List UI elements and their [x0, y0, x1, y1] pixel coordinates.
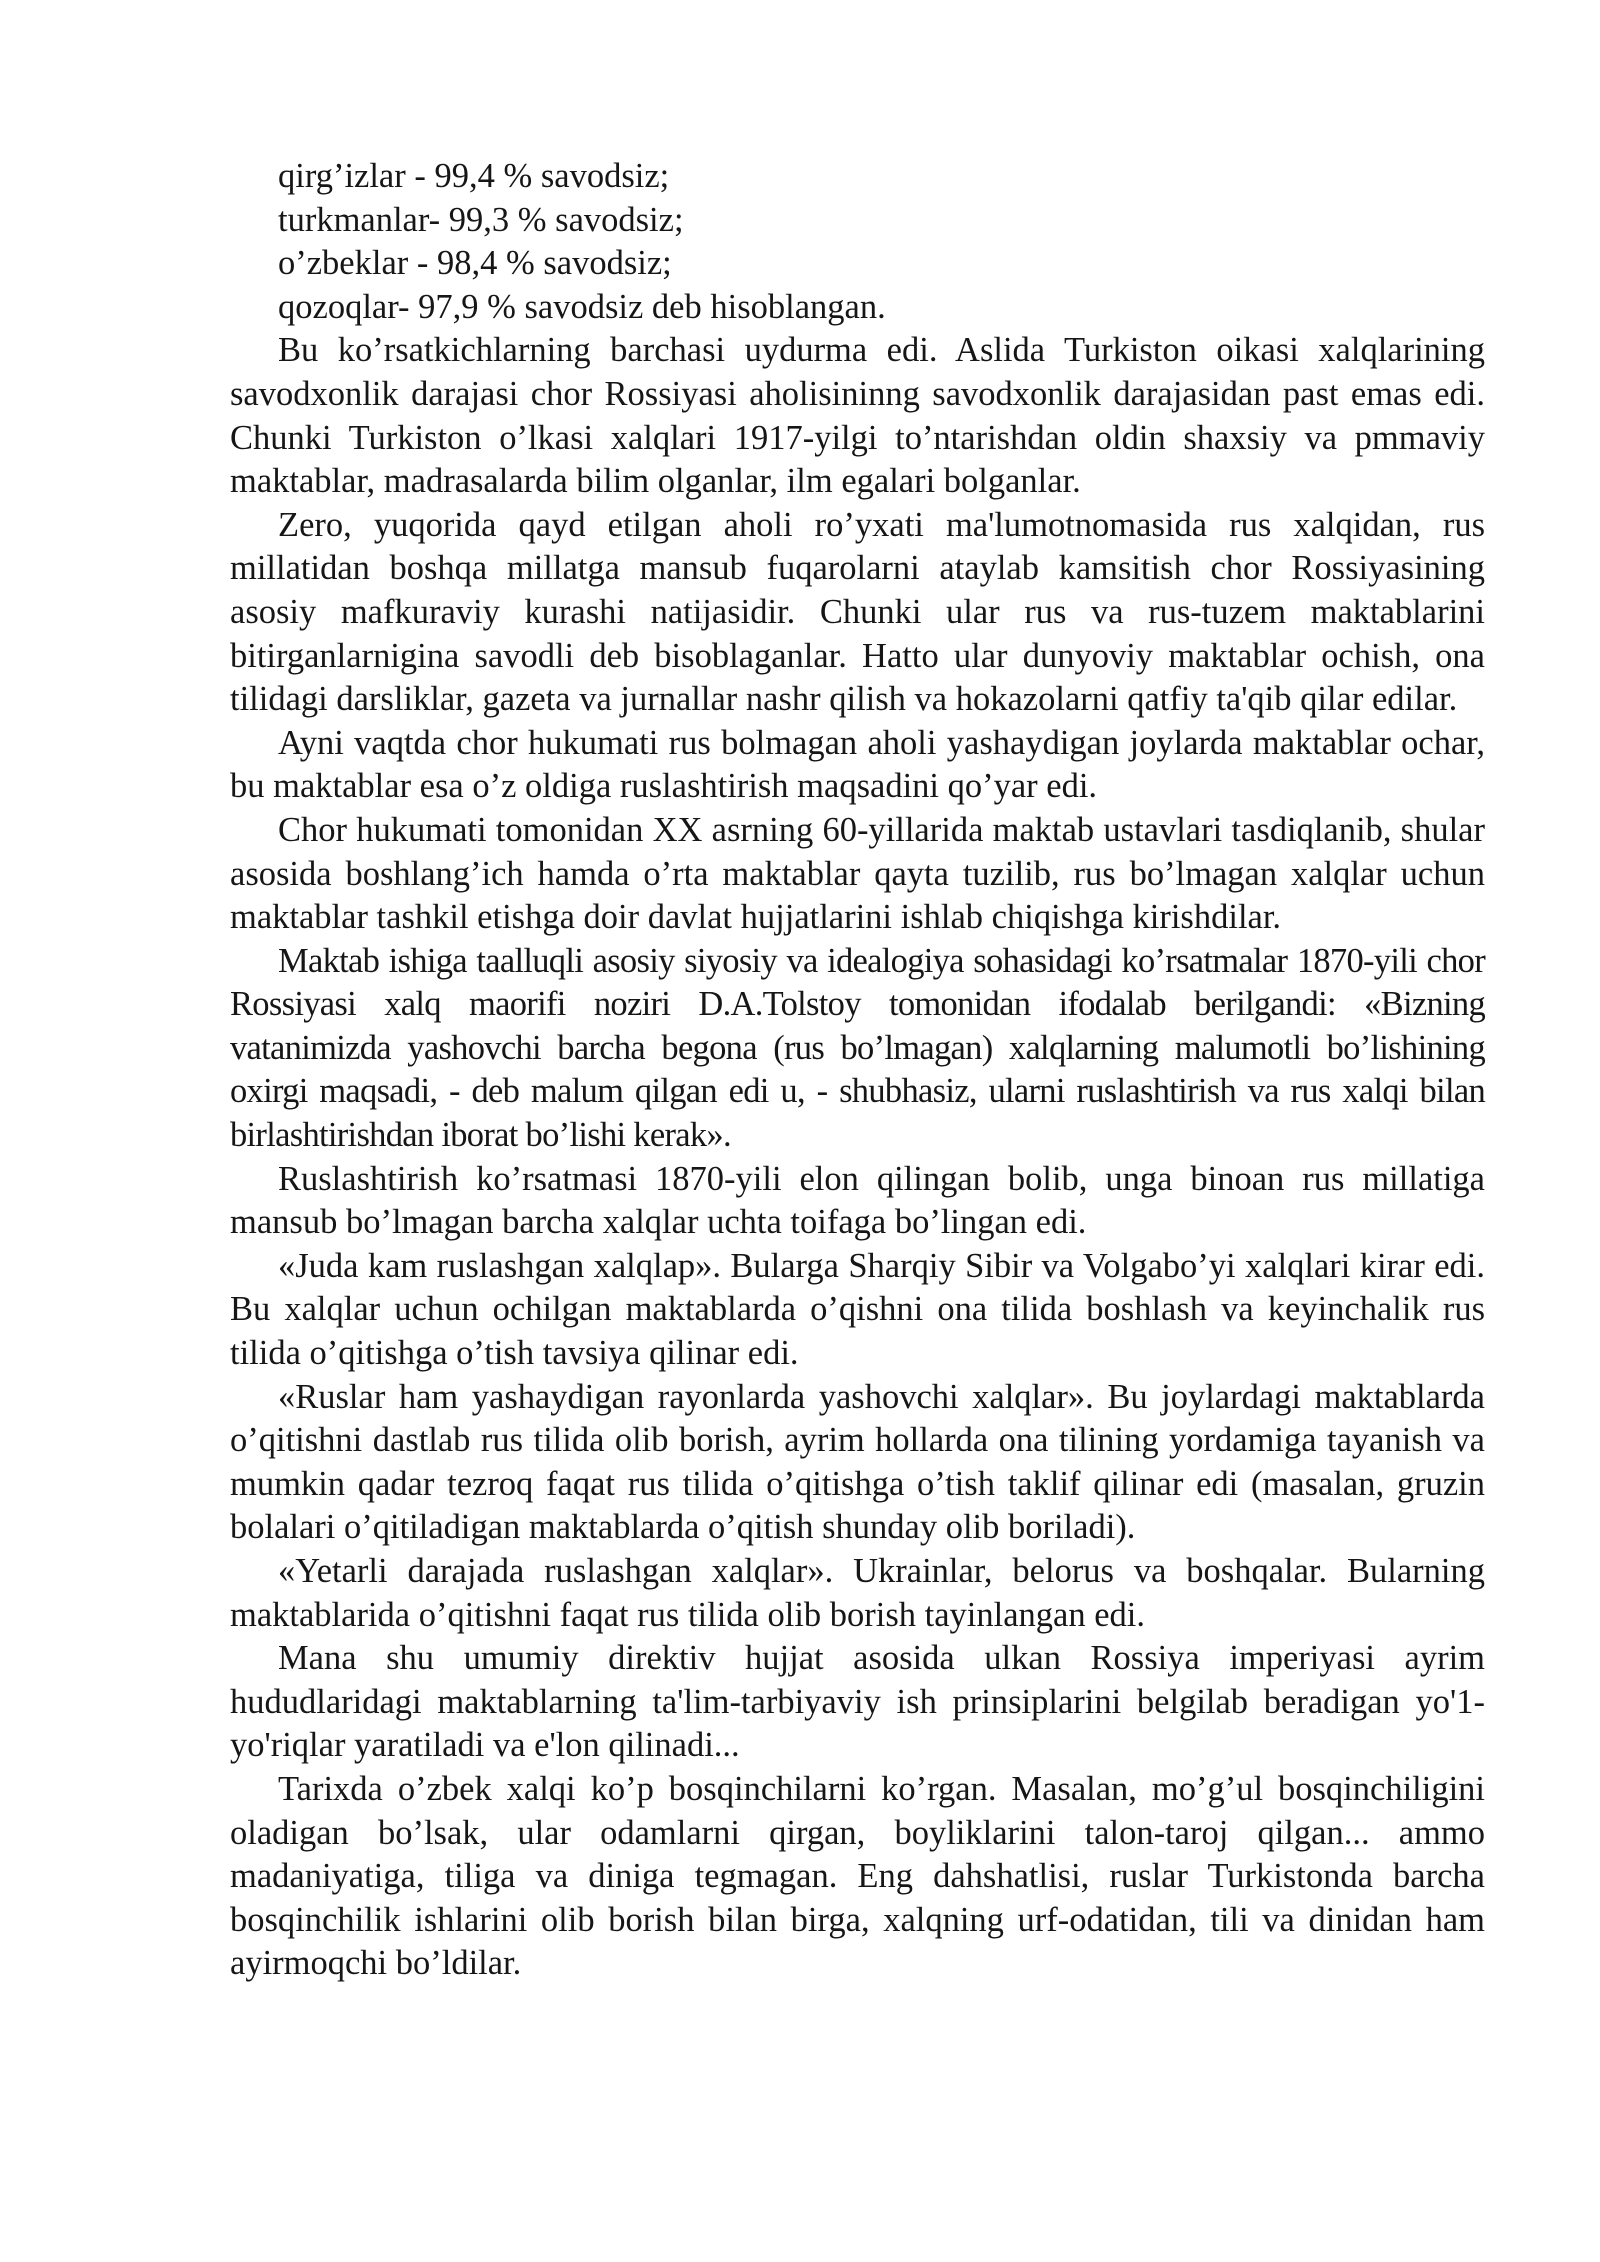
paragraph: Ayni vaqtda chor hukumati rus bolmagan aholi yashaydigan joylarda maktablar ochar, bu maktablar esa o’z oldiga ruslashtirish maqsadini qo’yar edi. [230, 723, 1485, 806]
paragraph: Chor hukumati tomonidan XX asrning 60-yillarida maktab ustavlari tasdiqlanib, shular asosida boshlang’ich hamda o’rta maktablar qayta tuzilib, rus bo’lmagan xalqlar uchun maktablar tashkil etishga doir davlat hujjatlarini ishlab chiqishga kirishdilar. [230, 810, 1485, 937]
stat-line-kazakh: qozoqlar- 97,9 % savodsiz deb hisoblangan. [278, 287, 886, 326]
paragraph: Ruslashtirish ko’rsatmasi 1870-yili elon qilingan bolib, unga binoan rus millatiga mansub bo’lmagan barcha xalqlar uchta toifaga bo’lingan edi. [230, 1159, 1485, 1242]
paragraph: «Juda kam ruslashgan xalqlap». Bularga Sharqiy Sibir va Volgabo’yi xalqlari kirar edi. Bu xalqlar uchun ochilgan maktablarda o’qishni ona tilida boshlash va keyinchalik rus tilida o’qitishga o’tish tavsiya qilinar edi. [230, 1246, 1485, 1373]
document-page [230, 155, 1485, 1986]
stat-line-uzbek: o’zbeklar - 98,4 % savodsiz; [278, 244, 672, 283]
paragraph: Zero, yuqorida qayd etilgan aholi ro’yxati ma'lumotnomasida rus xalqidan, rus millatidan boshqa millatga mansub fuqarolarni ataylab kamsitish chor Rossiyasining asosiy mafkuraviy kurashi natijasidir. Chunki ular rus va rus-tuzem maktablarini bitirganlarnigina savodli deb bisoblaganlar. Hatto ular dunyoviy maktablar ochish, ona tilidagi darsliklar, gazeta va jurnallar nashr qilish va hokazolarni qatfiy ta'qib qilar edilar. [230, 505, 1485, 719]
stat-line-kyrgyz: qirg’izlar - 99,4 % savodsiz; [278, 157, 670, 195]
paragraph: Mana shu umumiy direktiv hujjat asosida ulkan Rossiya imperiyasi ayrim hududlaridagi maktablarning ta'lim-tarbiyaviy ish prinsiplarini belgilab beradigan yo'1-yo'riqlar yaratiladi va e'lon qilinadi... [230, 1639, 1485, 1765]
paragraph: Bu ko’rsatkichlarning barchasi uydurma edi. Aslida Turkiston oikasi xalqlarining savodxonlik darajasi chor Rossiyasi aholisininng savodxonlik darajasidan past emas edi. Chunki Turkiston o’lkasi xalqlari 1917-yilgi to’ntarishdan oldin shaxsiy va pmmaviy maktablar, madrasalarda bilim olganlar, ilm egalari bolganlar. [230, 331, 1485, 501]
paragraph: «Ruslar ham yashaydigan rayonlarda yashovchi xalqlar». Bu joylardagi maktablarda o’qitishni dastlab rus tilida olib borish, ayrim hollarda ona tilining yordamiga tayanish va mumkin qadar tezroq faqat rus tilida o’qitishga o’tish taklif qilinar edi (masalan, gruzin bolalari o’qitiladigan maktablarda o’qitish shunday olib boriladi). [230, 1377, 1485, 1547]
stat-line-turkmen: turkmanlar- 99,3 % savodsiz; [278, 200, 684, 239]
paragraph: Maktab ishiga taalluqli asosiy siyosiy va idealogiya sohasidagi ko’rsatmalar 1870-yili chor Rossiyasi xalq maorifi noziri D.A.Tolstoy tomonidan ifodalab berilgandi: «Bizning vatanimizda yashovchi barcha begona (rus bo’lmagan) xalqlarning malumotli bo’lishining oxirgi maqsadi, - deb malum qilgan edi u, - shubhasiz, ularni ruslashtirish va rus xalqi bilan birlashtirishdan iborat bo’lishi kerak». [230, 941, 1485, 1155]
paragraph: Tarixda o’zbek xalqi ko’p bosqinchilarni ko’rgan. Masalan, mo’g’ul bosqinchiligini oladigan bo’lsak, ular odamlarni qirgan, boyliklarini talon-taroj qilgan... ammo madaniyatiga, tiliga va diniga tegmagan. Eng dahshatlisi, ruslar Turkistonda barcha bosqinchilik ishlarini olib borish bilan birga, xalqning urf-odatidan, tili va dinidan ham ayirmoqchi bo’ldilar. [230, 1769, 1485, 1983]
paragraph: «Yetarli darajada ruslashgan xalqlar». Ukrainlar, belorus va boshqalar. Bularning maktablarida o’qitishni faqat rus tilida olib borish tayinlangan edi. [230, 1552, 1485, 1634]
